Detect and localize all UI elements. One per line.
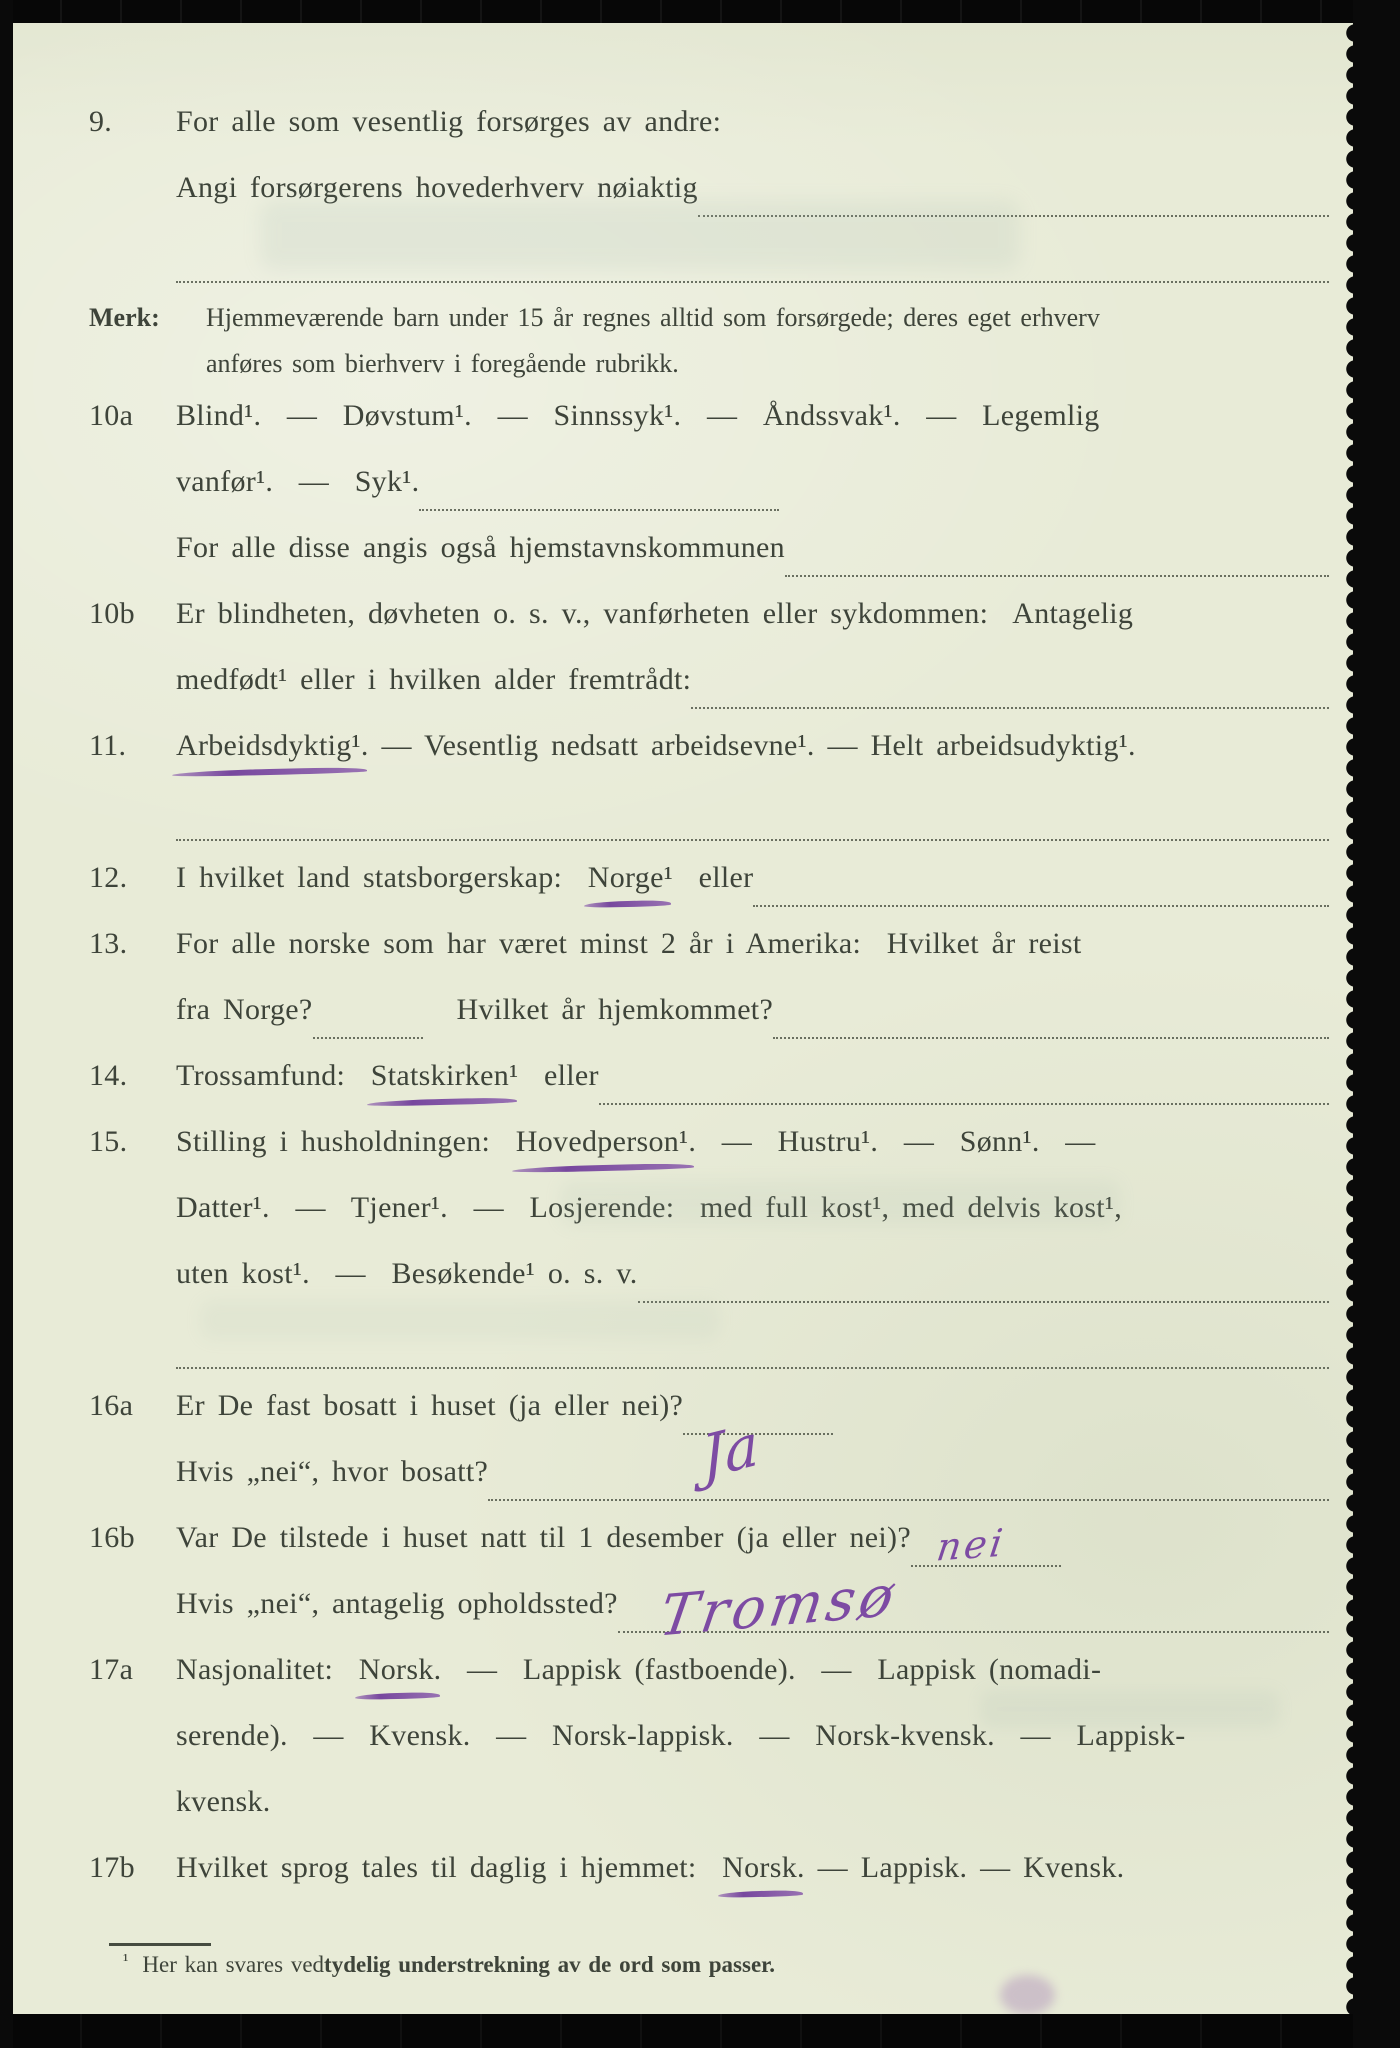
question-text: Angi forsørgerens hovederhverv nøiaktig xyxy=(176,171,698,204)
question-text: For alle disse angis også hjemstavnskommunen xyxy=(176,531,785,564)
question-text: kvensk. xyxy=(176,1785,271,1818)
question-text: Datter¹. — Tjener¹. — Losjerende: med full kost¹, med delvis kost¹, xyxy=(176,1191,1123,1224)
dotted-answer-line xyxy=(638,1301,1329,1303)
footnote xyxy=(13,1952,1353,1978)
scan-border-left xyxy=(0,0,13,2048)
question-text: Blind¹. — Døvstum¹. — Sinnssyk¹. — Åndssvak¹. — Legemlig xyxy=(176,399,1100,432)
question-10b-line-2 xyxy=(13,663,1353,729)
question-number: 13. xyxy=(89,927,128,960)
dotted-answer-line xyxy=(785,575,1329,577)
question-number: 12. xyxy=(89,861,128,894)
question-text: Nasjonalitet: xyxy=(176,1653,359,1686)
handwritten-answer-nei: nei xyxy=(933,1520,1009,1570)
question-10a-line-2 xyxy=(13,465,1353,531)
question-text: Stilling i husholdningen: xyxy=(176,1125,516,1158)
underlined-option-statskirken: Statskirken¹ xyxy=(370,1059,519,1092)
question-text: Hvilket år hjemkommet? xyxy=(456,993,774,1026)
question-text: — Hustru¹. — Sønn¹. — xyxy=(696,1125,1096,1158)
question-13-line-2 xyxy=(13,993,1353,1059)
question-16b-line-2 xyxy=(13,1563,1353,1653)
question-16b-line-1 xyxy=(13,1521,1353,1587)
footnote-text-bold: tydelig understrekning av de ord som passer. xyxy=(324,1952,775,1977)
question-9-line-2 xyxy=(13,171,1353,237)
question-17b-line xyxy=(13,1851,1353,1917)
question-text: serende). — Kvensk. — Norsk-lappisk. — Norsk-kvensk. — Lappisk- xyxy=(176,1719,1186,1752)
question-number: 14. xyxy=(89,1059,128,1092)
question-text: Er De fast bosatt i huset (ja eller nei)? xyxy=(176,1389,684,1422)
dotted-answer-line xyxy=(176,1367,1329,1369)
question-number: 10b xyxy=(89,597,135,630)
question-text: — Lappisk (fastboende). — Lappisk (nomadi- xyxy=(441,1653,1102,1686)
question-text: Hvis „nei“, hvor bosatt? xyxy=(176,1455,489,1488)
question-text: Var De tilstede i huset natt til 1 desember (ja eller nei)? xyxy=(176,1521,911,1554)
dotted-answer-line xyxy=(773,1037,1329,1039)
underlined-option-arbeidsdyktig: Arbeidsdyktig¹. xyxy=(176,729,369,762)
dotted-answer-line xyxy=(176,281,1329,283)
question-10b-line-1 xyxy=(13,597,1353,663)
dotted-answer-line xyxy=(176,839,1329,841)
question-number: 17b xyxy=(89,1851,135,1884)
question-number: 16b xyxy=(89,1521,135,1554)
note-text: anføres som bierhverv i foregående rubrikk. xyxy=(206,349,679,378)
note-merk-line-1 xyxy=(13,303,1353,349)
question-text: medfødt¹ eller i hvilken alder fremtrådt: xyxy=(176,663,692,696)
scan-border-bottom xyxy=(0,2014,1400,2048)
question-text: eller xyxy=(673,861,754,894)
question-17a-line-1 xyxy=(13,1653,1353,1719)
footnote-marker: ¹ xyxy=(123,1950,129,1970)
question-number: 17a xyxy=(89,1653,134,1686)
dotted-answer-line xyxy=(313,1037,423,1039)
question-17a-line-3 xyxy=(13,1785,1353,1851)
question-15-line-3 xyxy=(13,1257,1353,1323)
question-15-line-1 xyxy=(13,1125,1353,1191)
question-number: 11. xyxy=(89,729,127,762)
footnote-rule xyxy=(109,1943,211,1946)
question-text: Hvis „nei“, antagelig opholdssted? xyxy=(176,1587,618,1620)
question-text: uten kost¹. — Besøkende¹ o. s. v. xyxy=(176,1257,638,1290)
footnote-text: Her kan svares ved xyxy=(142,1952,325,1977)
blank-answer-row xyxy=(13,1323,1353,1389)
question-13-line-1 xyxy=(13,927,1353,993)
question-9-line-1 xyxy=(13,105,1353,171)
question-17a-line-2 xyxy=(13,1719,1353,1785)
question-number: 9. xyxy=(89,105,113,138)
question-text: Trossamfund: xyxy=(176,1059,371,1092)
dotted-answer-line xyxy=(691,707,1329,709)
dotted-answer-line xyxy=(753,905,1329,907)
underlined-option-norsk: Norsk. xyxy=(722,1851,805,1884)
question-10a-line-3 xyxy=(13,531,1353,597)
question-12-line xyxy=(13,861,1353,927)
note-merk-line-2 xyxy=(13,349,1353,399)
note-label: Merk: xyxy=(89,303,160,332)
underlined-option-norsk: Norsk. xyxy=(358,1653,442,1686)
question-16a-line-2 xyxy=(13,1455,1353,1521)
question-number: 15. xyxy=(89,1125,128,1158)
scan-border-right xyxy=(1353,0,1400,2048)
blank-answer-row xyxy=(13,795,1353,861)
note-text: Hjemmeværende barn under 15 år regnes alltid som forsørgede; deres eget erhverv xyxy=(206,303,1100,332)
paper-page xyxy=(13,23,1353,2014)
blank-answer-row xyxy=(13,237,1353,303)
dotted-answer-line xyxy=(599,1103,1329,1105)
dotted-answer-line xyxy=(419,509,779,511)
question-14-line xyxy=(13,1059,1353,1125)
question-text: For alle norske som har været minst 2 år i Amerika: Hvilket år reist xyxy=(176,927,1082,960)
question-15-line-2 xyxy=(13,1191,1353,1257)
question-number: 16a xyxy=(89,1389,134,1422)
handwritten-answer-ja: Ja xyxy=(699,1409,762,1493)
question-text: For alle som vesentlig forsørges av andre: xyxy=(176,105,722,138)
answer-line-opholdssted xyxy=(618,1563,1329,1650)
scalloped-edge xyxy=(1342,23,1355,2014)
handwritten-answer-tromso: Tromsø xyxy=(654,1563,902,1650)
question-11-line xyxy=(13,729,1353,795)
question-text: eller xyxy=(518,1059,599,1092)
underlined-option-norge: Norge¹ xyxy=(587,861,674,894)
question-10a-line-1 xyxy=(13,399,1353,465)
question-number: 10a xyxy=(89,399,134,432)
underlined-option-hovedperson: Hovedperson¹. xyxy=(515,1125,697,1158)
answer-line-16b xyxy=(911,1520,1061,1570)
scan-border-top xyxy=(0,0,1400,23)
dotted-answer-line xyxy=(698,215,1329,217)
question-text: vanfør¹. — Syk¹. xyxy=(176,465,420,498)
question-text: I hvilket land statsborgerskap: xyxy=(176,861,588,894)
question-text: — Lappisk. — Kvensk. xyxy=(804,1851,1125,1884)
question-text: — Vesentlig nedsatt arbeidsevne¹. — Helt arbeidsudyktig¹. xyxy=(368,729,1136,762)
question-text: Er blindheten, døvheten o. s. v., vanførheten eller sykdommen: Antagelig xyxy=(176,597,1134,630)
question-text: Hvilket sprog tales til daglig i hjemmet: xyxy=(176,1851,723,1884)
question-text: fra Norge? xyxy=(176,993,313,1026)
answer-line-16a xyxy=(683,1409,833,1493)
dotted-answer-line xyxy=(488,1499,1329,1501)
